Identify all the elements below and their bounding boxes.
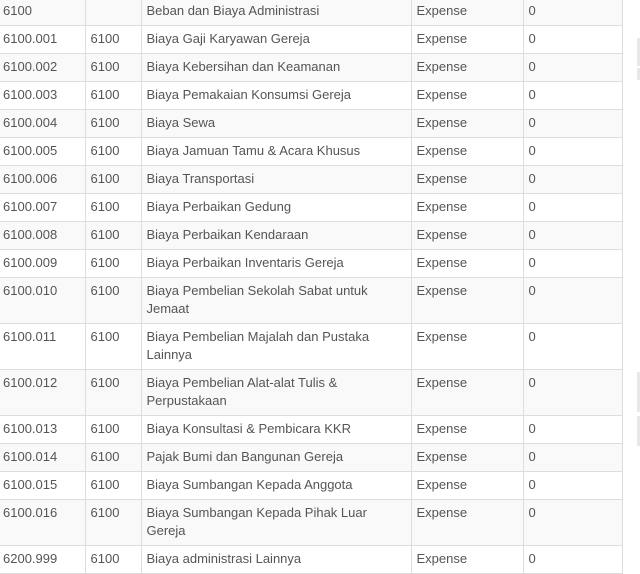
account-code-cell: 6100.004 bbox=[0, 110, 85, 138]
table-row bbox=[0, 370, 622, 416]
account-type-cell: Expense bbox=[411, 194, 523, 222]
table-row bbox=[0, 26, 622, 54]
balance-cell: 0 bbox=[523, 546, 622, 574]
balance-cell: 0 bbox=[523, 138, 622, 166]
account-code-cell: 6100.010 bbox=[0, 278, 85, 324]
table-row bbox=[0, 138, 622, 166]
parent-code-cell: 6100 bbox=[85, 194, 141, 222]
account-type-cell: Expense bbox=[411, 0, 523, 26]
account-type-cell: Expense bbox=[411, 222, 523, 250]
account-type-cell: Expense bbox=[411, 138, 523, 166]
balance-cell: 0 bbox=[523, 166, 622, 194]
parent-code-cell: 6100 bbox=[85, 26, 141, 54]
balance-cell: 0 bbox=[523, 500, 622, 546]
account-code-cell: 6100.009 bbox=[0, 250, 85, 278]
account-type-cell: Expense bbox=[411, 444, 523, 472]
account-name-cell: Biaya Gaji Karyawan Gereja bbox=[141, 26, 411, 54]
table-row bbox=[0, 546, 622, 574]
account-type-cell: Expense bbox=[411, 54, 523, 82]
table-row bbox=[0, 194, 622, 222]
parent-code-cell: 6100 bbox=[85, 444, 141, 472]
table-row bbox=[0, 250, 622, 278]
table-row bbox=[0, 416, 622, 444]
table-row bbox=[0, 82, 622, 110]
table-row bbox=[0, 54, 622, 82]
balance-cell: 0 bbox=[523, 54, 622, 82]
account-code-cell: 6100.005 bbox=[0, 138, 85, 166]
parent-code-cell bbox=[85, 0, 141, 26]
balance-cell: 0 bbox=[523, 194, 622, 222]
account-code-cell: 6100.012 bbox=[0, 370, 85, 416]
account-type-cell: Expense bbox=[411, 500, 523, 546]
account-code-cell: 6100.003 bbox=[0, 82, 85, 110]
balance-cell: 0 bbox=[523, 250, 622, 278]
balance-cell: 0 bbox=[523, 472, 622, 500]
balance-cell: 0 bbox=[523, 26, 622, 54]
account-type-cell: Expense bbox=[411, 166, 523, 194]
account-name-cell: Biaya Jamuan Tamu & Acara Khusus bbox=[141, 138, 411, 166]
table-row bbox=[0, 472, 622, 500]
table-row bbox=[0, 444, 622, 472]
balance-cell: 0 bbox=[523, 370, 622, 416]
table-row bbox=[0, 222, 622, 250]
account-code-cell: 6100.014 bbox=[0, 444, 85, 472]
account-type-cell: Expense bbox=[411, 472, 523, 500]
account-type-cell: Expense bbox=[411, 250, 523, 278]
parent-code-cell: 6100 bbox=[85, 500, 141, 546]
parent-code-cell: 6100 bbox=[85, 222, 141, 250]
parent-code-cell: 6100 bbox=[85, 54, 141, 82]
account-type-cell: Expense bbox=[411, 324, 523, 370]
account-type-cell: Expense bbox=[411, 370, 523, 416]
parent-code-cell: 6100 bbox=[85, 546, 141, 574]
account-name-cell: Beban dan Biaya Administrasi bbox=[141, 0, 411, 26]
account-name-cell: Biaya Perbaikan Kendaraan bbox=[141, 222, 411, 250]
parent-code-cell: 6100 bbox=[85, 472, 141, 500]
account-name-cell: Biaya Sewa bbox=[141, 110, 411, 138]
account-code-cell: 6100.008 bbox=[0, 222, 85, 250]
account-code-cell: 6100.015 bbox=[0, 472, 85, 500]
parent-code-cell: 6100 bbox=[85, 82, 141, 110]
table-row bbox=[0, 110, 622, 138]
account-code-cell: 6200.999 bbox=[0, 546, 85, 574]
balance-cell: 0 bbox=[523, 416, 622, 444]
account-name-cell: Biaya Konsultasi & Pembicara KKR bbox=[141, 416, 411, 444]
account-type-cell: Expense bbox=[411, 546, 523, 574]
parent-code-cell: 6100 bbox=[85, 250, 141, 278]
parent-code-cell: 6100 bbox=[85, 278, 141, 324]
account-name-cell: Biaya Pemakaian Konsumsi Gereja bbox=[141, 82, 411, 110]
account-code-cell: 6100.013 bbox=[0, 416, 85, 444]
parent-code-cell: 6100 bbox=[85, 416, 141, 444]
account-code-cell: 6100 bbox=[0, 0, 85, 26]
account-name-cell: Biaya Sumbangan Kepada Pihak Luar Gereja bbox=[141, 500, 411, 546]
account-name-cell: Biaya administrasi Lainnya bbox=[141, 546, 411, 574]
parent-code-cell: 6100 bbox=[85, 166, 141, 194]
account-name-cell: Biaya Perbaikan Inventaris Gereja bbox=[141, 250, 411, 278]
parent-code-cell: 6100 bbox=[85, 370, 141, 416]
balance-cell: 0 bbox=[523, 324, 622, 370]
account-name-cell: Biaya Pembelian Sekolah Sabat untuk Jemaat bbox=[141, 278, 411, 324]
table-row bbox=[0, 0, 622, 26]
account-type-cell: Expense bbox=[411, 82, 523, 110]
account-code-cell: 6100.016 bbox=[0, 500, 85, 546]
balance-cell: 0 bbox=[523, 278, 622, 324]
table-row bbox=[0, 166, 622, 194]
account-name-cell: Biaya Perbaikan Gedung bbox=[141, 194, 411, 222]
balance-cell: 0 bbox=[523, 222, 622, 250]
account-name-cell: Biaya Sumbangan Kepada Anggota bbox=[141, 472, 411, 500]
parent-code-cell: 6100 bbox=[85, 110, 141, 138]
account-name-cell: Biaya Pembelian Alat-alat Tulis & Perpustakaan bbox=[141, 370, 411, 416]
account-name-cell: Pajak Bumi dan Bangunan Gereja bbox=[141, 444, 411, 472]
account-type-cell: Expense bbox=[411, 26, 523, 54]
account-name-cell: Biaya Kebersihan dan Keamanan bbox=[141, 54, 411, 82]
account-type-cell: Expense bbox=[411, 278, 523, 324]
scroll-edge bbox=[636, 0, 640, 515]
balance-cell: 0 bbox=[523, 0, 622, 26]
account-type-cell: Expense bbox=[411, 110, 523, 138]
table-row bbox=[0, 324, 622, 370]
account-type-cell: Expense bbox=[411, 416, 523, 444]
balance-cell: 0 bbox=[523, 444, 622, 472]
parent-code-cell: 6100 bbox=[85, 324, 141, 370]
table-row bbox=[0, 278, 622, 324]
table-row bbox=[0, 500, 622, 546]
account-code-cell: 6100.001 bbox=[0, 26, 85, 54]
account-name-cell: Biaya Pembelian Majalah dan Pustaka Lainnya bbox=[141, 324, 411, 370]
balance-cell: 0 bbox=[523, 110, 622, 138]
parent-code-cell: 6100 bbox=[85, 138, 141, 166]
account-code-cell: 6100.007 bbox=[0, 194, 85, 222]
balance-cell: 0 bbox=[523, 82, 622, 110]
account-name-cell: Biaya Transportasi bbox=[141, 166, 411, 194]
account-code-cell: 6100.006 bbox=[0, 166, 85, 194]
account-code-cell: 6100.011 bbox=[0, 324, 85, 370]
account-code-cell: 6100.002 bbox=[0, 54, 85, 82]
